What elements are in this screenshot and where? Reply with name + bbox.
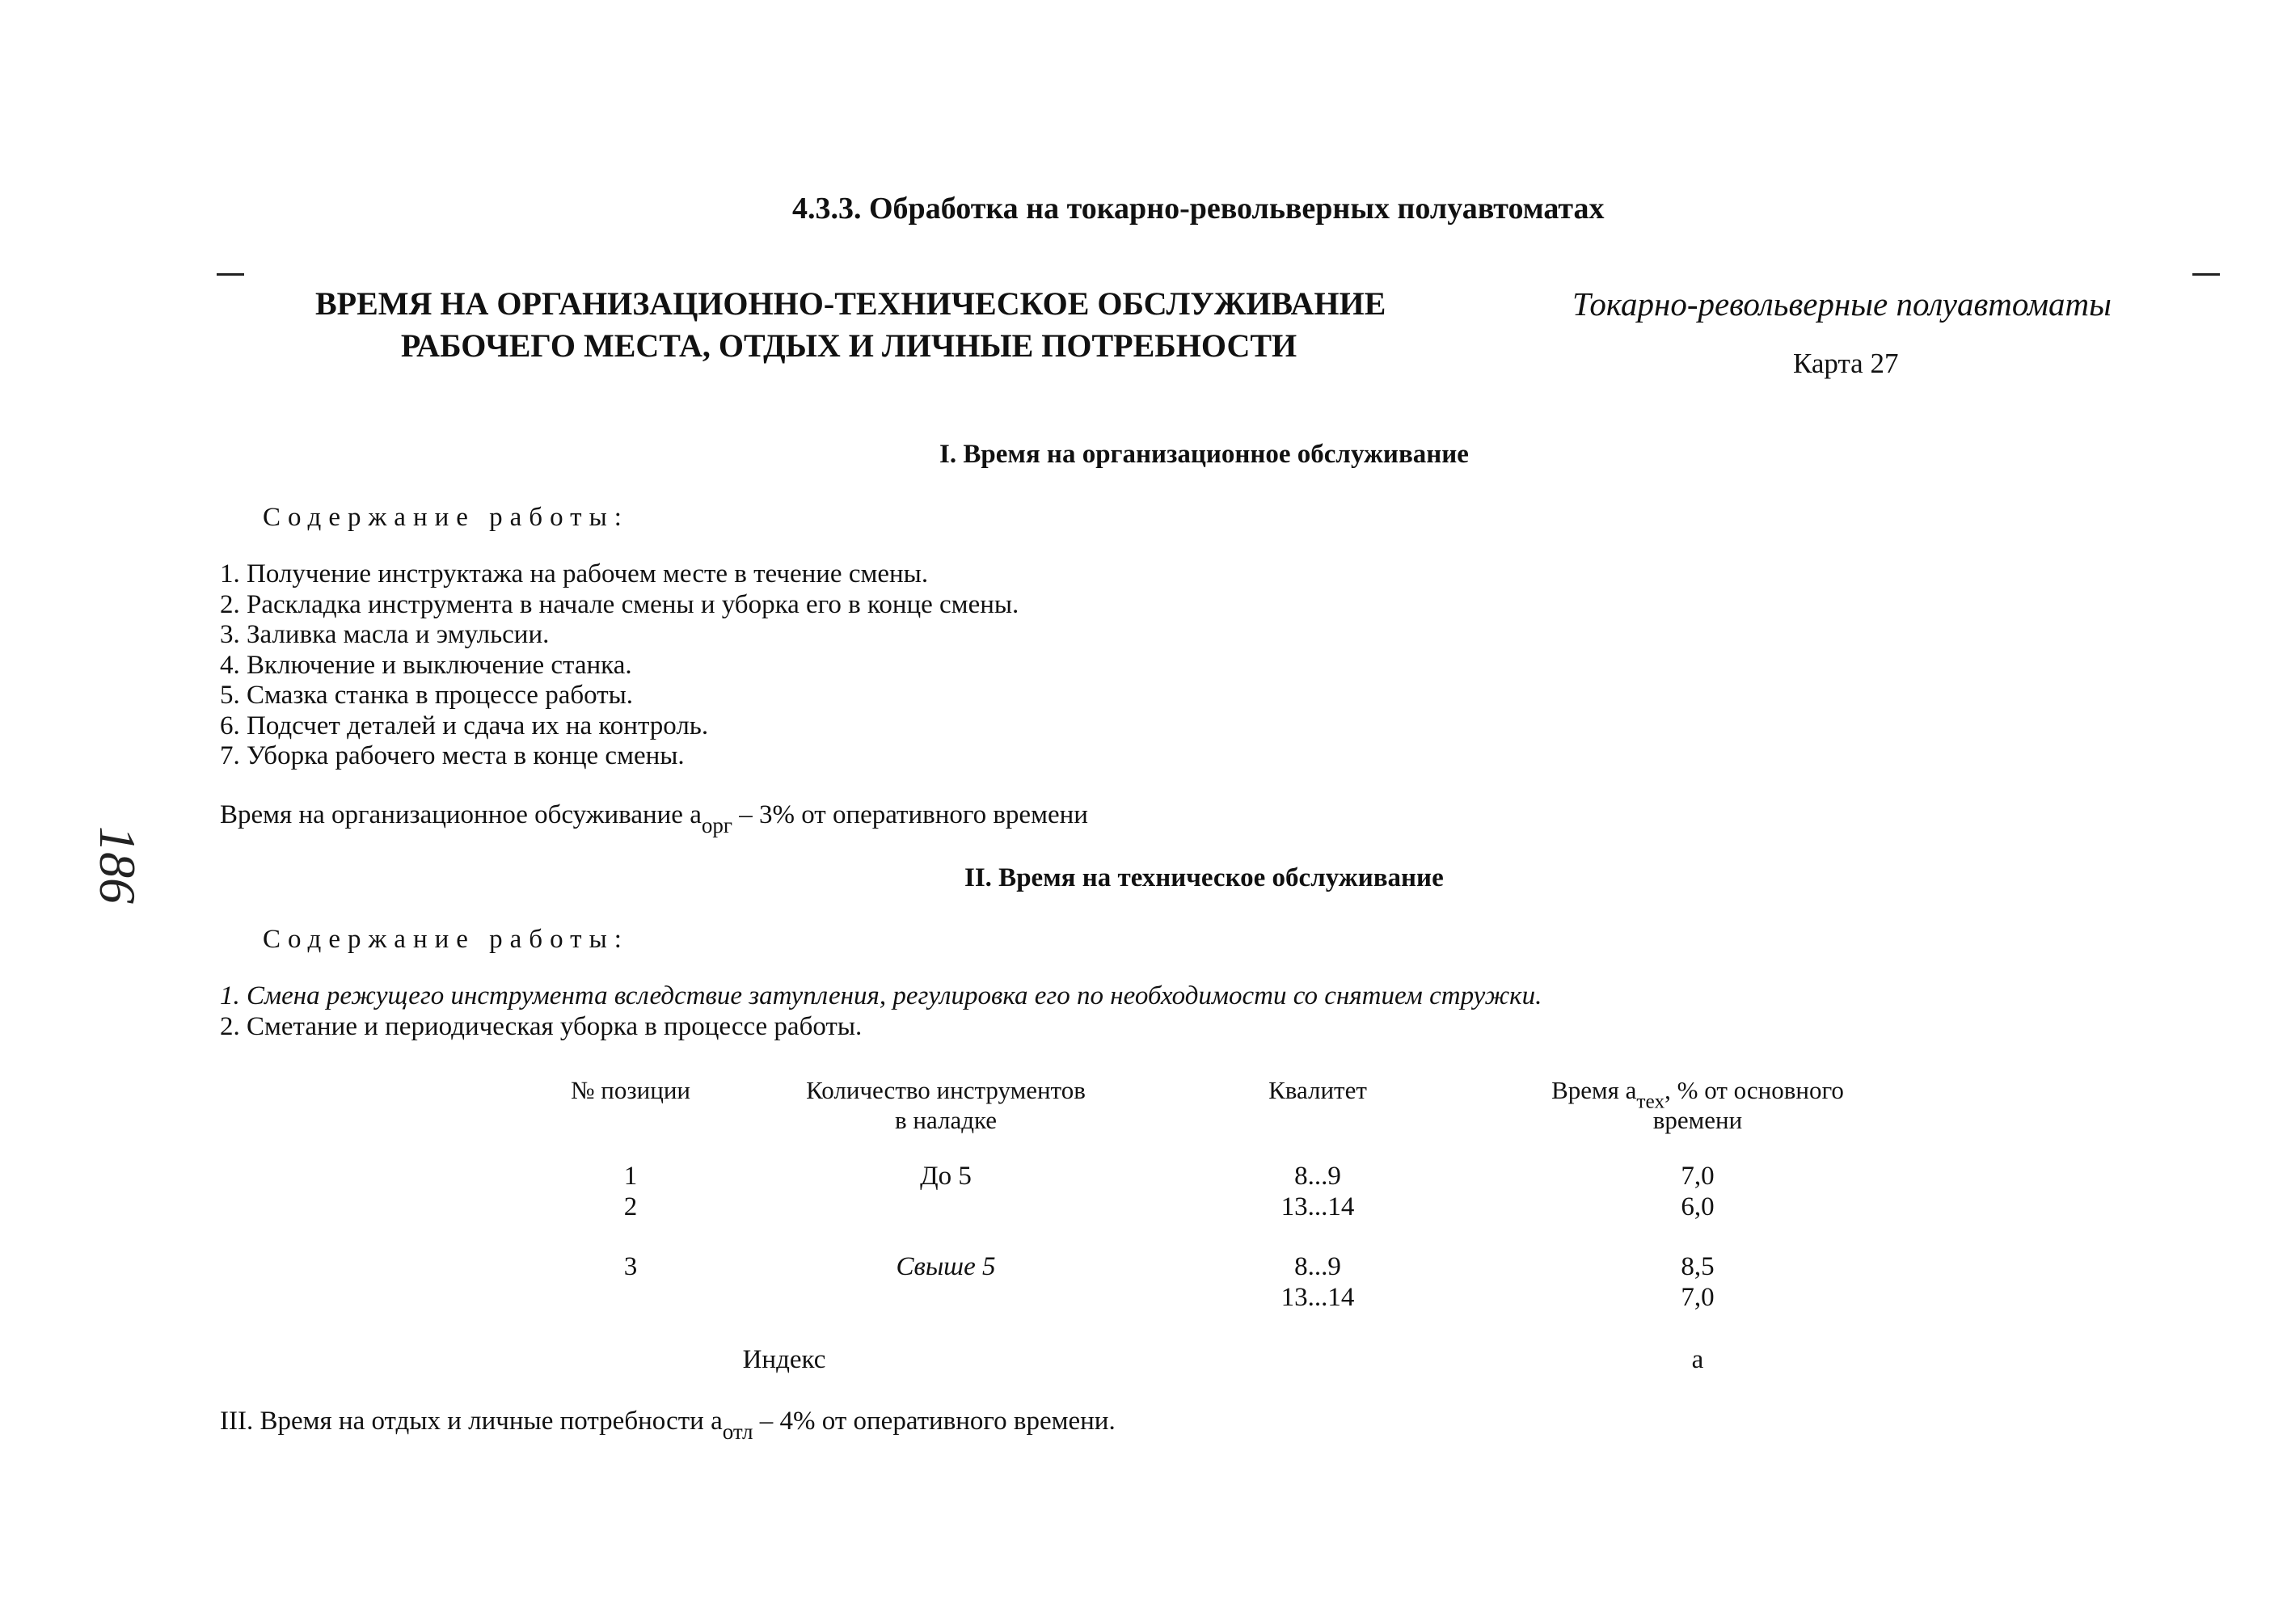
table-cell-position: 1: [623, 1162, 638, 1191]
table-header-position: № позиции: [570, 1076, 691, 1104]
left-margin-dash: [217, 273, 244, 276]
table-header-time-line-2: времени: [1652, 1106, 1743, 1134]
part1-norm-suffix: – 3% от оперативного времени: [732, 800, 1088, 829]
table-cell-time: 7,0: [1681, 1283, 1715, 1312]
part2-content-label: Содержание работы:: [263, 925, 629, 954]
list-item: 4. Включение и выключение станка.: [220, 650, 632, 680]
table-header-tools: [744, 1075, 1148, 1135]
list-item: 2. Раскладка инструмента в начале смены и уборка его в конце смены.: [220, 589, 1019, 619]
part1-heading: I. Время на организационное обслуживание: [939, 440, 1469, 469]
part1-content-label: Содержание работы:: [263, 503, 629, 532]
list-item: 1. Смена режущего инструмента вследствие затупления, регулировка его по необходимости со снятием стружки.: [220, 981, 1542, 1010]
table-cell-position: 3: [623, 1252, 638, 1281]
table-header-tools-line-1: Количество инструментов: [806, 1076, 1086, 1104]
part1-norm: [220, 800, 1088, 838]
table-cell-position: 2: [623, 1192, 638, 1221]
part3-norm: [220, 1407, 1116, 1445]
main-title-line-1: ВРЕМЯ НА ОРГАНИЗАЦИОННО-ТЕХНИЧЕСКОЕ ОБСЛУЖИВАНИЕ: [315, 285, 1386, 322]
page-number: 186: [89, 826, 146, 904]
list-item: 6. Подсчет деталей и сдача их на контроль.: [220, 711, 709, 740]
part1-list: [220, 559, 1019, 772]
table-cell-tools: Свыше 5: [896, 1252, 996, 1281]
table-cell-quality: 8...9: [1294, 1162, 1341, 1191]
card-number: Карта 27: [1793, 348, 1899, 379]
table-header-time-line-1: [1471, 1075, 1924, 1113]
part1-norm-prefix: Время на организационное обсуживание а: [220, 800, 702, 829]
table-cell-quality: 13...14: [1281, 1192, 1355, 1221]
part2-list: [220, 981, 1542, 1042]
part2-heading: II. Время на техническое обслуживание: [964, 863, 1444, 892]
part3-norm-prefix: III. Время на отдых и личные потребности а: [220, 1407, 723, 1436]
table-index-label: Индекс: [742, 1345, 826, 1374]
main-title-line-2: РАБОЧЕГО МЕСТА, ОТДЫХ И ЛИЧНЫЕ ПОТРЕБНОСТИ: [400, 327, 1297, 364]
table-header-tools-line-2: в наладке: [894, 1106, 998, 1134]
part3-norm-subscript: отл: [722, 1419, 753, 1445]
table-index-value: а: [1691, 1345, 1704, 1374]
list-item: 3. Заливка масла и эмульсии.: [220, 620, 550, 649]
table-cell-time: 6,0: [1681, 1192, 1715, 1221]
part1-norm-subscript: орг: [701, 813, 732, 838]
table-cell-time: 7,0: [1681, 1162, 1715, 1191]
table-cell-time: 8,5: [1681, 1252, 1715, 1281]
list-item: 7. Уборка рабочего места в конце смены.: [220, 741, 685, 770]
table-header-time-prefix: Время а: [1551, 1076, 1637, 1104]
table-header-quality: Квалитет: [1268, 1076, 1367, 1104]
right-margin-dash: [2192, 273, 2220, 276]
table-header-time-suffix: , % от основного: [1664, 1076, 1844, 1104]
list-item: 1. Получение инструктажа на рабочем месте в течение смены.: [220, 559, 929, 588]
part3-norm-suffix: – 4% от оперативного времени.: [753, 1407, 1116, 1436]
equipment-label: Токарно-револьверные полуавтоматы: [1572, 285, 2112, 323]
table-header-time: [1471, 1075, 1924, 1135]
main-title: [315, 283, 1386, 367]
section-heading: 4.3.3. Обработка на токарно-револьверных полуавтоматах: [792, 192, 1605, 226]
table-header-time-subscript: тех: [1636, 1090, 1665, 1113]
list-item: 2. Сметание и периодическая уборка в процессе работы.: [220, 1011, 863, 1041]
table-cell-quality: 8...9: [1294, 1252, 1341, 1281]
table-cell-tools: До 5: [920, 1162, 972, 1191]
table-cell-quality: 13...14: [1281, 1283, 1355, 1312]
list-item: 5. Смазка станка в процессе работы.: [220, 681, 634, 710]
